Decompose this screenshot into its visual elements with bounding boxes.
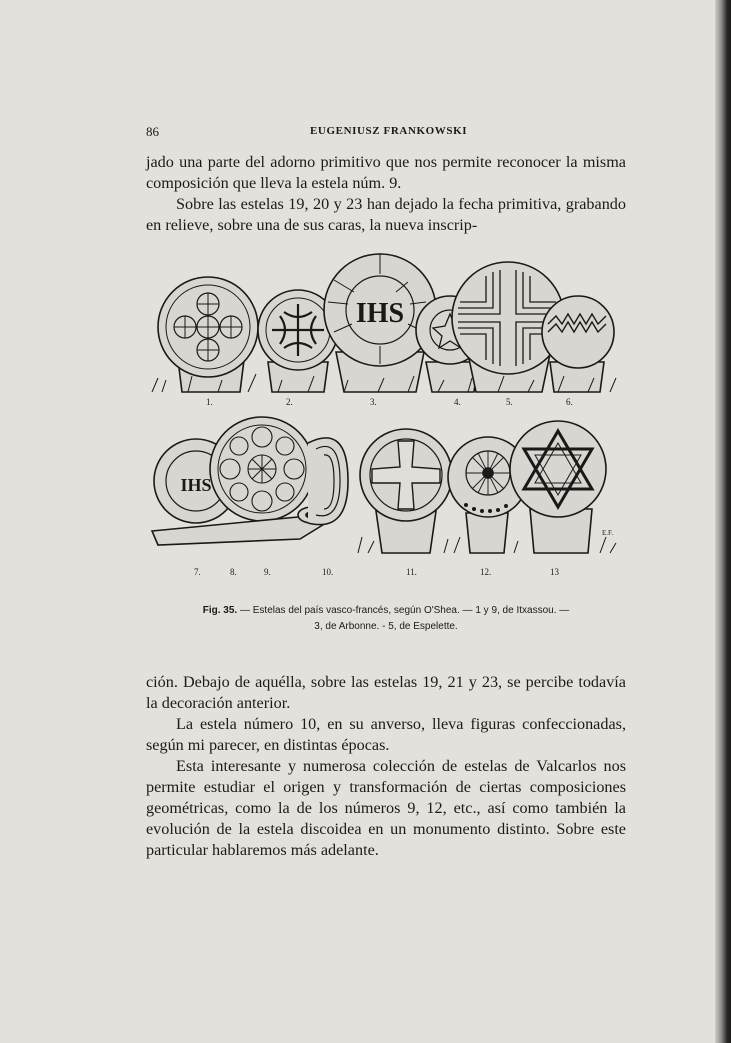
paragraph: jado una parte del adorno primitivo que nos permite reconocer la misma composición que lleva la estela núm. 9. — [146, 153, 626, 192]
stela-label: 1. — [206, 397, 213, 407]
figure-stelae-bottom-row — [148, 413, 618, 563]
stela-10-illustration — [308, 438, 348, 525]
paragraph: La estela número 10, en su anverso, lleva figuras confeccionadas, según mi parecer, en distintas épocas. — [146, 715, 626, 754]
stela-label: 2. — [286, 397, 293, 407]
stela-label: 9. — [264, 567, 271, 577]
stela-label: 6. — [566, 397, 573, 407]
stela-label: 7. — [194, 567, 201, 577]
body-text-bottom — [146, 672, 626, 861]
page-header — [146, 124, 614, 140]
paragraph: Esta interesante y numerosa colección de estelas de Valcarlos nos permite estudiar el origen y transformación de ciertas composiciones geométricas, como la de los números 9, 12, etc., así como también la evolución de la estela discoidea en un monumento distinto. Sobre este particular hablaremos más adelante. — [146, 757, 626, 859]
stela-3-inscription: IHS — [355, 298, 405, 329]
stela-label: 12. — [480, 567, 492, 577]
figure-top-labels — [148, 397, 618, 411]
caption-label: Fig. 35. — [202, 605, 238, 616]
caption-line-1: — Estelas del país vasco-francés, según O'Shea. — 1 y 9, de Itxassou. — — [239, 605, 570, 616]
stela-label: 5. — [506, 397, 513, 407]
figure-bottom-labels — [148, 567, 618, 581]
stela-label: 11. — [406, 567, 417, 577]
stela-label: 8. — [230, 567, 237, 577]
paragraph: Sobre las estelas 19, 20 y 23 han dejado la fecha primitiva, grabando en relieve, sobre una de sus caras, la nueva inscrip- — [146, 195, 626, 234]
caption-line-2: 3, de Arbonne. - 5, de Espelette. — [314, 621, 458, 632]
stela-label: 3. — [370, 397, 377, 407]
artist-initials: E.F. — [602, 529, 614, 537]
figure-caption — [146, 603, 626, 635]
stela-label: 13 — [550, 567, 559, 577]
stela-label: 10. — [322, 567, 334, 577]
stela-6-illustration — [542, 296, 614, 392]
stela-label: 4. — [454, 397, 461, 407]
stela-1-illustration — [158, 277, 258, 392]
stela-11-illustration — [360, 429, 452, 553]
scan-edge-shadow — [715, 0, 731, 1043]
stela-8-illustration — [210, 417, 314, 521]
stela-7-inscription: IHS — [180, 475, 212, 495]
page-number: 86 — [146, 124, 159, 139]
running-title: EUGENIUSZ FRANKOWSKI — [310, 125, 468, 137]
paragraph: ción. Debajo de aquélla, sobre las estelas 19, 21 y 23, se percibe todavía la decoración anterior. — [146, 673, 626, 712]
body-text-top — [146, 152, 626, 236]
stela-13-illustration — [510, 421, 606, 553]
figure-stelae-top-row — [148, 252, 618, 397]
